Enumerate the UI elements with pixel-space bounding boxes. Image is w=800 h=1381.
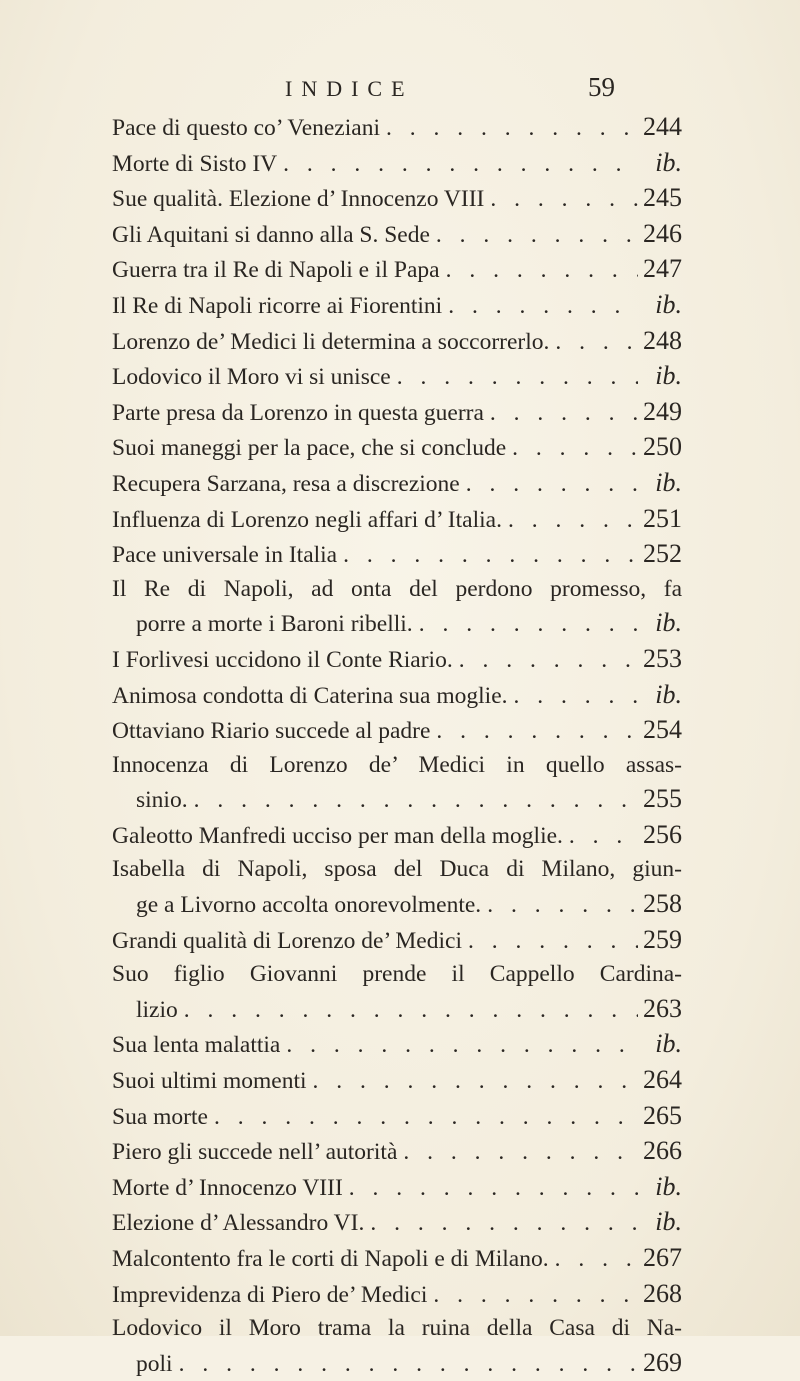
index-entry: [112, 1277, 682, 1313]
entry-text: Guerra tra il Re di Napoli e il Papa: [112, 257, 440, 284]
index-entry: [112, 642, 682, 678]
index-entry: [112, 324, 682, 360]
entry-page-number: 247: [643, 254, 682, 284]
entry-text: Imprevidenza di Piero de’ Medici: [112, 1281, 428, 1308]
index-entry: [112, 853, 682, 922]
entry-page-number: 244: [643, 112, 682, 141]
entry-continuation: [112, 782, 682, 818]
entry-text: Morte di Sisto IV: [112, 150, 278, 177]
entry-text: Parte presa da Lorenzo in questa guerra: [112, 399, 484, 426]
entry-text: Piero gli succede nell’ autorità: [112, 1139, 398, 1166]
dot-leader: [508, 680, 639, 714]
dot-leader: [413, 608, 638, 642]
entry-text: Pace di questo co’ Veneziani: [112, 115, 380, 141]
dot-leader: [427, 1279, 638, 1313]
entry-text-line1: Suo figlio Giovanni prende il Cappello Cardina-: [112, 961, 682, 988]
entry-page-number: 269: [643, 1347, 682, 1377]
dot-leader: [506, 432, 638, 466]
index-entry: [112, 466, 682, 502]
dot-leader: [173, 1348, 638, 1381]
dot-leader: [397, 1136, 638, 1170]
index-entry: [112, 1099, 682, 1135]
entry-page-number: 253: [643, 643, 682, 673]
index-entry: [112, 1134, 682, 1170]
entry-text: Il Re di Napoli ricorre ai Fiorentini: [112, 292, 443, 319]
dot-leader: [460, 468, 638, 502]
index-entry: [112, 359, 682, 395]
index-entry: [112, 110, 682, 146]
index-entry: [112, 713, 682, 749]
index-entry: [112, 1312, 682, 1381]
entry-page-number: 251: [643, 503, 682, 533]
index-entry: [112, 1205, 682, 1241]
entry-page-number: 256: [643, 819, 682, 849]
entry-text: Morte d’ Innocenzo VIII: [112, 1174, 343, 1201]
index-entry: [112, 1063, 682, 1099]
index-entry: [112, 818, 682, 854]
entry-text: Elezione d’ Alessandro VI.: [112, 1210, 365, 1237]
entry-continuation: [112, 606, 682, 642]
entry-page-number: ib.: [655, 467, 682, 497]
dot-leader: [343, 1172, 638, 1206]
index-list: [112, 110, 682, 1381]
entry-page-number: 259: [643, 924, 682, 954]
entry-text: Animosa condotta di Caterina sua moglie.: [112, 682, 508, 709]
index-entry: [112, 181, 682, 217]
entry-text-line1: Lodovico il Moro trama la ruina della Casa di Na-: [112, 1315, 682, 1342]
dot-leader: [337, 539, 638, 573]
index-entry: [112, 502, 682, 538]
index-entry: [112, 395, 682, 431]
index-entry: [112, 430, 682, 466]
dot-leader: [481, 889, 638, 923]
entry-page-number: 267: [643, 1243, 682, 1272]
entry-text: Lodovico il Moro vi si unisce: [112, 364, 391, 391]
dot-leader: [549, 1243, 638, 1277]
entry-page-number: ib.: [655, 289, 682, 319]
entry-page-number: ib.: [655, 1171, 682, 1201]
index-entry: [112, 1170, 682, 1206]
dot-leader: [178, 994, 638, 1028]
entry-text: Gli Aquitani si danno alla S. Sede: [112, 221, 430, 248]
entry-page-number: 250: [643, 432, 682, 462]
entry-text-line2: poli: [136, 1350, 173, 1377]
entry-page-number: 266: [643, 1136, 682, 1166]
page-header: [0, 72, 800, 112]
dot-leader: [484, 183, 638, 217]
entry-text: I Forlivesi uccidono il Conte Riario.: [112, 646, 453, 673]
index-entry: [112, 1241, 682, 1277]
entry-text-line2: ge a Livorno accolta onorevolmente.: [136, 892, 482, 919]
index-entry: [112, 923, 682, 959]
entry-page-number: 245: [643, 183, 682, 213]
dot-leader: [442, 290, 638, 324]
entry-text: Pace universale in Italia: [112, 542, 338, 569]
entry-page-number: 254: [643, 715, 682, 745]
entry-text: Sue qualità. Elezione d’ Innocenzo VIII: [112, 186, 485, 213]
dot-leader: [549, 326, 638, 360]
dot-leader: [364, 1207, 638, 1241]
index-entry: [112, 217, 682, 253]
entry-page-number: ib.: [655, 1207, 682, 1237]
entry-continuation: [112, 992, 682, 1028]
dot-leader: [430, 219, 638, 253]
dot-leader: [484, 397, 638, 431]
entry-page-number: 258: [643, 889, 682, 919]
entry-page-number: 265: [643, 1100, 682, 1130]
running-title: INDICE: [285, 76, 414, 101]
entry-page-number: 255: [643, 784, 682, 814]
dot-leader: [280, 1029, 638, 1063]
dot-leader: [391, 361, 638, 395]
dot-leader: [277, 148, 638, 182]
dot-leader: [453, 644, 638, 678]
dot-leader: [430, 715, 638, 749]
entry-page-number: 268: [643, 1278, 682, 1308]
entry-text: Sua lenta malattia: [112, 1032, 281, 1059]
index-entry: [112, 252, 682, 288]
entry-text: Sua morte: [112, 1103, 208, 1130]
entry-page-number: 248: [643, 325, 682, 355]
entry-text: Suoi maneggi per la pace, che si conclude: [112, 435, 507, 462]
dot-leader: [440, 254, 638, 288]
entry-page-number: 252: [643, 539, 682, 569]
index-entry: [112, 573, 682, 642]
dot-leader: [208, 1101, 638, 1135]
dot-leader: [188, 784, 638, 818]
index-entry: [112, 958, 682, 1027]
dot-leader: [502, 504, 638, 538]
index-entry: [112, 1027, 682, 1063]
entry-text-line1: Innocenza di Lorenzo de’ Medici in quello assas-: [112, 751, 682, 778]
entry-text: Malcontento fra le corti di Napoli e di Milano.: [112, 1246, 549, 1272]
entry-page-number: 249: [643, 396, 682, 426]
entry-text-line1: Isabella di Napoli, sposa del Duca di Milano, giun-: [112, 856, 682, 883]
entry-text: Ottaviano Riario succede al padre: [112, 718, 431, 745]
entry-text: Lorenzo de’ Medici li determina a soccorrerlo.: [112, 328, 550, 355]
entry-continuation: [112, 887, 682, 923]
index-entry: [112, 288, 682, 324]
entry-text-line2: lizio: [136, 996, 178, 1023]
entry-text-line2: sinio.: [136, 787, 188, 814]
entry-text: Grandi qualità di Lorenzo de’ Medici: [112, 927, 462, 954]
index-entry: [112, 749, 682, 818]
entry-page-number: ib.: [655, 679, 682, 709]
entry-page-number: 246: [643, 218, 682, 248]
entry-text: Influenza di Lorenzo negli affari d’ Italia.: [112, 506, 502, 533]
dot-leader: [307, 1065, 638, 1099]
entry-page-number: 264: [643, 1065, 682, 1095]
index-entry: [112, 678, 682, 714]
entry-continuation: [112, 1346, 682, 1381]
entry-text: Suoi ultimi momenti: [112, 1068, 307, 1095]
index-entry: [112, 146, 682, 182]
entry-page-number: ib.: [655, 608, 682, 638]
index-entry: [112, 537, 682, 573]
entry-text: Galeotto Manfredi ucciso per man della moglie.: [112, 822, 563, 849]
entry-text-line1: Il Re di Napoli, ad onta del perdono promesso, fa: [112, 575, 682, 602]
entry-page-number: 263: [643, 993, 682, 1023]
entry-text-line2: porre a morte i Baroni ribelli.: [136, 611, 413, 638]
dot-leader: [462, 925, 638, 959]
dot-leader: [563, 820, 638, 854]
page-number: 59: [588, 72, 615, 102]
entry-page-number: ib.: [655, 361, 682, 391]
entry-page-number: ib.: [655, 1029, 682, 1059]
dot-leader: [380, 112, 638, 146]
entry-text: Recupera Sarzana, resa a discrezione: [112, 470, 460, 497]
entry-page-number: ib.: [655, 147, 682, 177]
